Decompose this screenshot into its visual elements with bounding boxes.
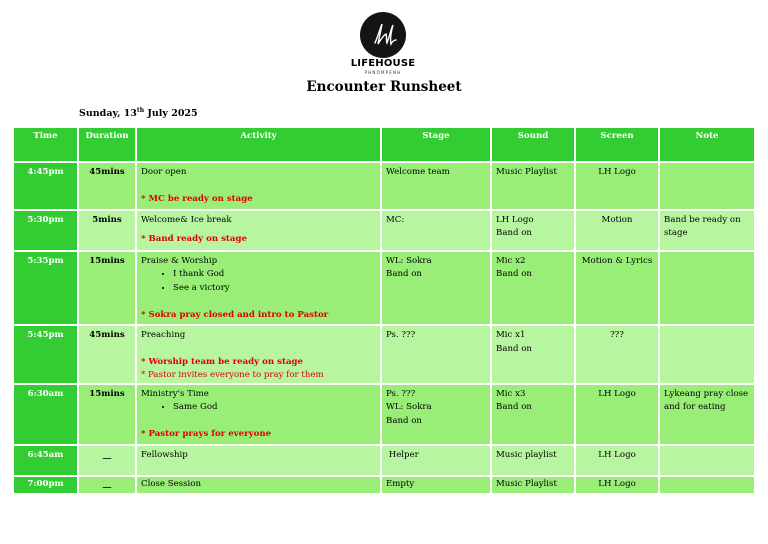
time-cell: 6:30am [14,384,78,445]
sound-cell [491,210,575,251]
sound-line: Mic x1 [496,330,526,340]
table-row [14,210,755,251]
activity-note: * Band ready on stage [141,234,247,244]
page-title: Encounter Runsheet [306,79,462,95]
note-cell [659,162,755,210]
lh-monogram-icon [360,12,406,58]
stage-cell [381,162,491,210]
brand-subtitle: PHNOMPENH [364,70,402,75]
activity-title: Fellowship [141,449,188,460]
time-cell: 5:45pm [14,325,78,384]
activity-title: Welcome& Ice break [141,214,232,225]
activity-title: Door open [141,167,187,177]
sound-line: Band on [496,402,532,412]
brand-name: LIFEHOUSE [350,58,416,69]
time-cell: 6:45am [14,445,78,476]
activity-note: * Pastor prays for everyone [141,429,272,439]
sound-line: Band on [496,228,532,238]
col-header-activity: Activity [136,128,381,162]
note-cell: Lykeang pray close and for eating [659,384,755,445]
note-cell [659,251,755,326]
runsheet-table [14,128,756,495]
song-list [141,401,376,415]
stage-line: WL: Sokra [386,255,432,266]
time-cell: 7:00pm [14,476,78,495]
song-item: • See a victory [173,282,376,296]
col-header-screen: Screen [575,128,659,162]
activity-note: * Sokra pray closed and intro to Pastor [141,309,329,320]
table-row [14,445,755,476]
duration-cell: 45mins [78,162,136,210]
duration-cell: __ [78,476,136,495]
song-item: • I thank God [173,268,376,282]
table-row [14,325,755,384]
duration-cell: 45mins [78,325,136,384]
sound-line: Band on [496,343,532,354]
lifehouse-logo [360,12,406,58]
stage-cell [381,251,491,326]
activity-note: * Pastor invites everyone to pray for them [141,369,324,380]
sound-cell [491,476,575,495]
activity-title: Ministry's Time [141,388,209,399]
sound-cell [491,251,575,326]
stage-cell [381,445,491,476]
note-cell [659,476,755,495]
activity-title: Close Session [141,478,201,489]
screen-cell: LH Logo [575,445,659,476]
stage-line: Ps. ??? [386,388,416,399]
sound-line: Mic x2 [496,255,526,266]
activity-cell [136,445,381,476]
duration-cell: 15mins [78,251,136,326]
activity-title: Praise & Worship [141,255,218,266]
table-row [14,476,755,495]
song-list [141,268,376,295]
sound-line: Mic x3 [496,388,526,399]
note-cell: Band be ready on stage [659,210,755,251]
stage-line: Welcome team [386,167,450,177]
stage-cell [381,384,491,445]
sound-cell [491,325,575,384]
activity-cell [136,476,381,495]
stage-cell [381,476,491,495]
table-row [14,162,755,210]
screen-cell: LH Logo [575,384,659,445]
stage-line: Ps. ??? [386,330,416,340]
activity-cell [136,251,381,326]
song-item: • Same God [173,401,376,415]
table-row [14,384,755,445]
activity-cell [136,384,381,445]
stage-line: Band on [386,269,422,279]
screen-cell: LH Logo [575,476,659,495]
sound-line: Band on [496,269,532,279]
activity-cell [136,162,381,210]
stage-line: WL: Sokra [386,402,432,412]
col-header-note: Note [659,128,755,162]
screen-cell: Motion [575,210,659,251]
stage-line: Band on [386,415,422,426]
activity-cell [136,325,381,384]
time-cell: 5:30pm [14,210,78,251]
activity-title: Preaching [141,330,186,340]
stage-cell [381,210,491,251]
stage-line: MC: [386,214,405,225]
sound-line: LH Logo [496,214,534,225]
activity-note: * MC be ready on stage [141,194,253,204]
col-header-stage: Stage [381,128,491,162]
activity-cell [136,210,381,251]
screen-cell: LH Logo [575,162,659,210]
stage-line: Empty [386,478,415,489]
duration-cell: __ [78,445,136,476]
stage-cell [381,325,491,384]
note-cell [659,445,755,476]
sound-line: Music Playlist [496,167,557,177]
event-date: Sunday, 13th July 2025 [79,107,198,120]
sound-cell [491,384,575,445]
stage-line: Helper [386,449,419,460]
activity-note: * Worship team be ready on stage [141,357,303,367]
duration-cell: 5mins [78,210,136,251]
table-header-row [14,128,755,162]
col-header-time: Time [14,128,78,162]
sound-cell [491,445,575,476]
note-cell [659,325,755,384]
time-cell: 4:45pm [14,162,78,210]
sound-line: Music playlist [496,449,557,460]
screen-cell: Motion & Lyrics [575,251,659,326]
sound-cell [491,162,575,210]
time-cell: 5:35pm [14,251,78,326]
col-header-duration: Duration [78,128,136,162]
col-header-sound: Sound [491,128,575,162]
screen-cell: ??? [575,325,659,384]
duration-cell: 15mins [78,384,136,445]
table-row [14,251,755,326]
sound-line: Music Playlist [496,478,557,489]
